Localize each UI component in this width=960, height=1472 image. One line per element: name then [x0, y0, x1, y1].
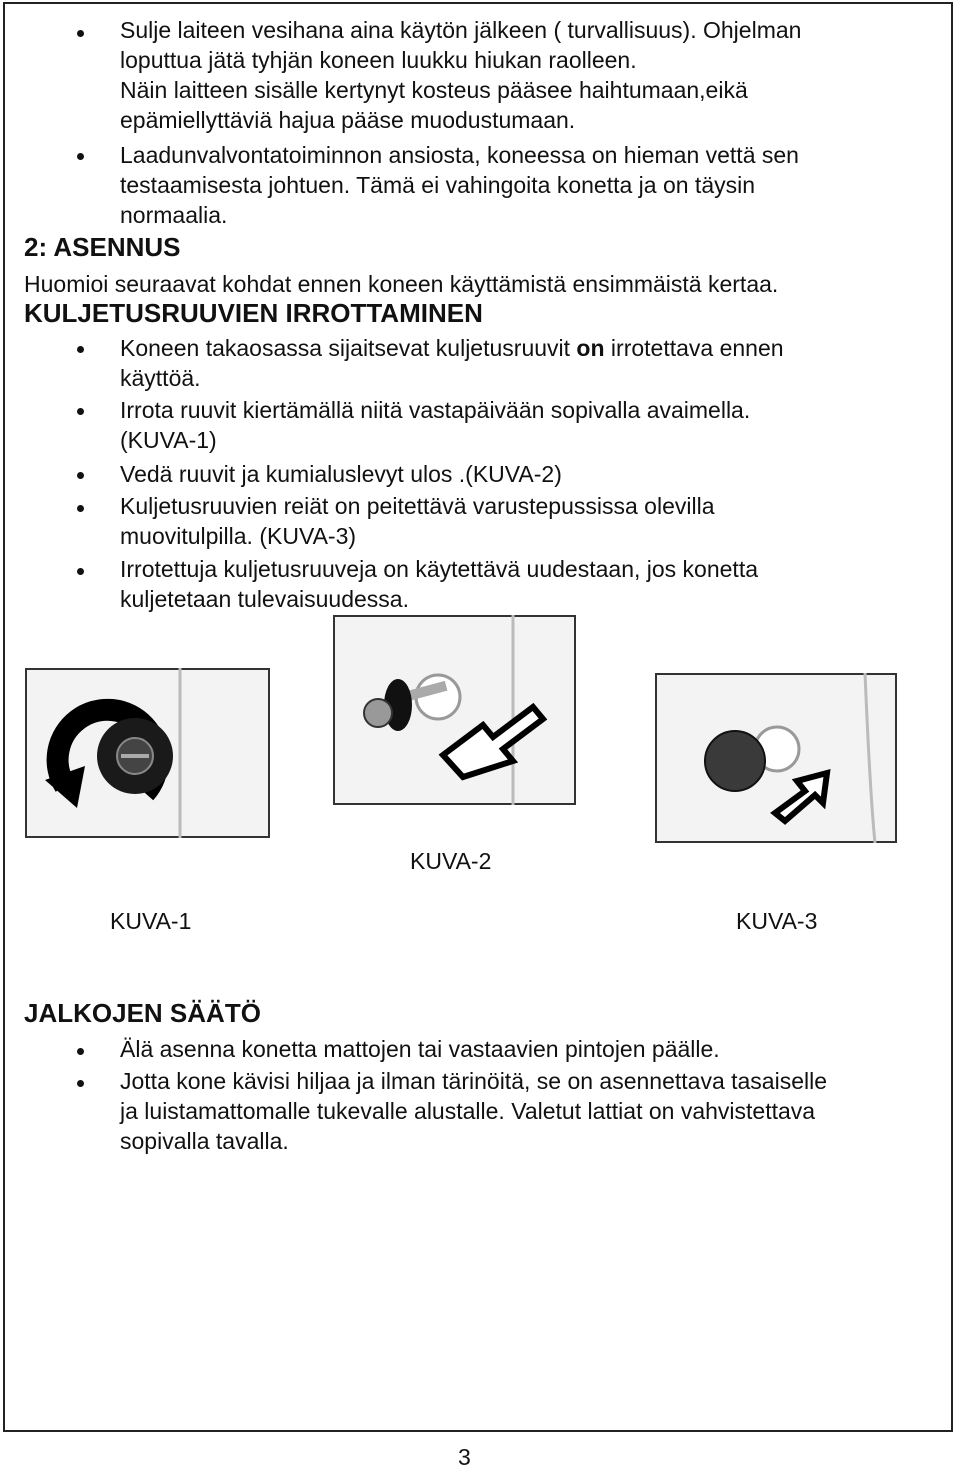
- transport-bullet-4-line-1: Kuljetusruuvien reiät on peitettävä varustepussissa olevilla: [120, 493, 715, 519]
- bullet-marker: [77, 346, 84, 353]
- intro-bullet-2-line-2: testaamisesta johtuen. Tämä ei vahingoita konetta ja on täysin: [120, 172, 756, 198]
- feet-bullet-1: Älä asenna konetta mattojen tai vastaavien pintojen päälle.: [120, 1036, 720, 1062]
- bullet-marker: [77, 568, 84, 575]
- transport-bullet-5-line-1: Irrotettuja kuljetusruuveja on käytettävä uudestaan, jos konetta: [120, 556, 759, 582]
- transport-bullet-3: Vedä ruuvit ja kumialuslevyt ulos .(KUVA-2): [120, 461, 562, 487]
- caption-kuva-2: KUVA-2: [410, 848, 492, 874]
- transport-bullet-1-line-1: [120, 333, 784, 363]
- bullet-marker: [77, 1048, 84, 1055]
- transport-bullet-2-line-1: Irrota ruuvit kiertämällä niitä vastapäivään sopivalla avaimella.: [120, 397, 751, 423]
- bullet-marker: [77, 153, 84, 160]
- install-note: Huomioi seuraavat kohdat ennen koneen käyttämistä ensimmäistä kertaa.: [24, 271, 779, 297]
- intro-bullet-2-line-3: normaalia.: [120, 202, 228, 228]
- transport-bullet-5-line-2: kuljetetaan tulevaisuudessa.: [120, 586, 409, 612]
- feet-bullet-2-line-3: sopivalla tavalla.: [120, 1128, 289, 1154]
- intro-bullet-1-line-4: epämiellyttäviä hajua pääse muodustumaan.: [120, 107, 576, 133]
- transport-bullet-4-line-2: muovitulpilla. (KUVA-3): [120, 523, 357, 549]
- bullet-marker: [77, 472, 84, 479]
- page-number: 3: [458, 1444, 471, 1470]
- feet-bullet-2-line-1: Jotta kone kävisi hiljaa ja ilman tärinöitä, se on asennettava tasaiselle: [120, 1068, 828, 1094]
- bullet-marker: [77, 408, 84, 415]
- feet-bullet-2-line-2: ja luistamattomalle tukevalle alustalle. Valetut lattiat on vahvistettava: [120, 1098, 816, 1124]
- transport-bullet-1-post: irrotettava ennen: [604, 335, 784, 361]
- transport-bullet-1-pre: Koneen takaosassa sijaitsevat kuljetusruuvit: [120, 335, 577, 361]
- intro-bullet-2-line-1: Laadunvalvontatoiminnon ansiosta, koneessa on hieman vettä sen: [120, 142, 799, 168]
- caption-kuva-3: KUVA-3: [736, 908, 818, 934]
- transport-bullet-2-line-2: (KUVA-1): [120, 427, 217, 453]
- transport-bullet-1-bold: on: [576, 335, 605, 361]
- transport-heading: KULJETUSRUUVIEN IRROTTAMINEN: [24, 298, 483, 328]
- intro-bullet-1-line-3: Näin laitteen sisälle kertynyt kosteus pääsee haihtumaan,eikä: [120, 77, 748, 103]
- figure-kuva-2: [333, 615, 576, 805]
- figure-kuva-3: [655, 673, 897, 843]
- transport-bullet-1-line-2: käyttöä.: [120, 365, 201, 391]
- install-heading: 2: ASENNUS: [24, 232, 181, 262]
- bullet-marker: [77, 1080, 84, 1087]
- intro-bullet-1-line-2: loputtua jätä tyhjän koneen luukku hiukan raolleen.: [120, 47, 637, 73]
- intro-bullet-1-line-1: Sulje laiteen vesihana aina käytön jälkeen ( turvallisuus). Ohjelman: [120, 17, 802, 43]
- feet-heading: JALKOJEN SÄÄTÖ: [24, 998, 261, 1028]
- bullet-marker: [77, 30, 84, 37]
- caption-kuva-1: KUVA-1: [110, 908, 192, 934]
- figure-kuva-1: [25, 668, 270, 838]
- bullet-marker: [77, 505, 84, 512]
